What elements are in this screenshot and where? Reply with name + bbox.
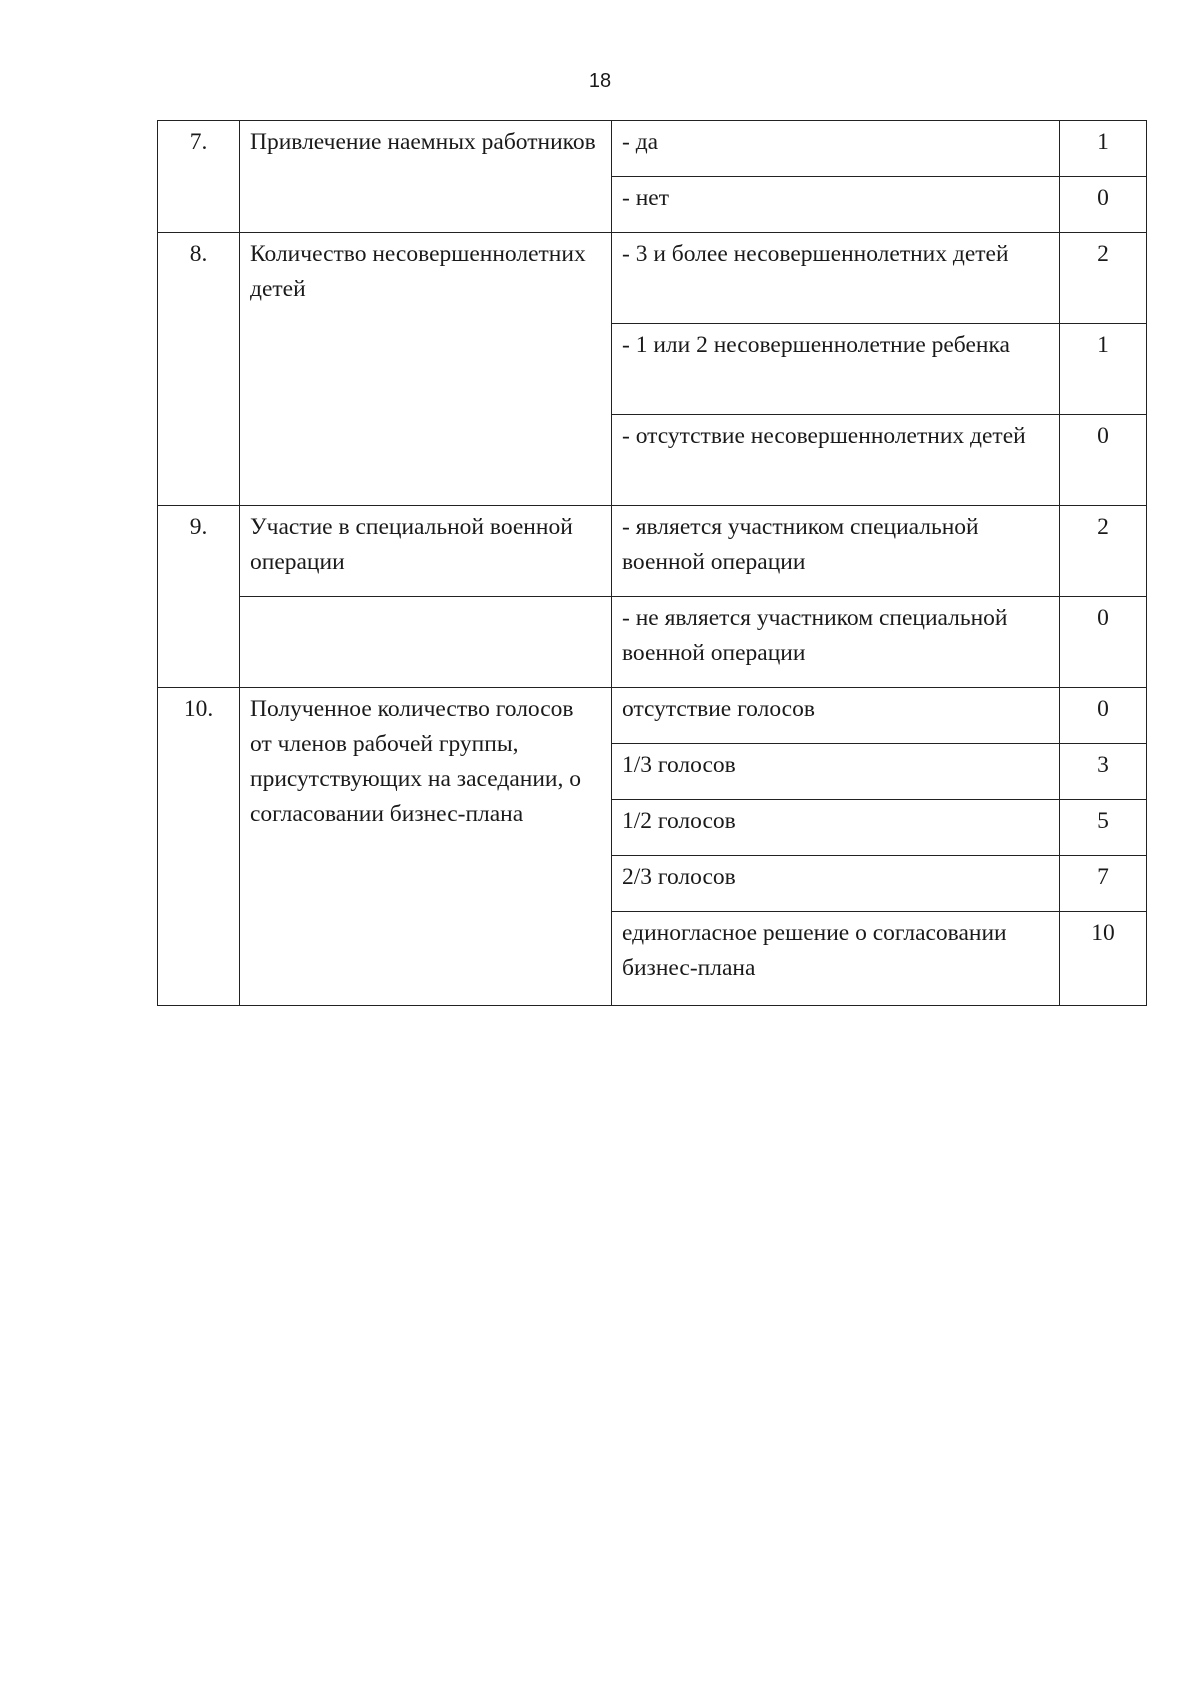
option-score: 0 <box>1060 177 1147 233</box>
option-text: - 3 и более несовершеннолетних детей <box>612 233 1060 324</box>
criterion-number: 8. <box>158 233 240 506</box>
option-text: - не является участником специальной военной операции <box>612 597 1060 688</box>
table-row <box>158 121 1147 177</box>
criterion-name: Привлечение наемных работников <box>240 121 612 233</box>
page-number: 18 <box>588 70 612 92</box>
option-text: 1/3 голосов <box>612 744 1060 800</box>
criterion-name: Количество несовершеннолетних детей <box>240 233 612 506</box>
option-score: 2 <box>1060 506 1147 597</box>
option-score: 1 <box>1060 121 1147 177</box>
option-score: 0 <box>1060 597 1147 688</box>
option-score: 0 <box>1060 688 1147 744</box>
option-text: единогласное решение о согласовании бизнес-плана <box>612 912 1060 1006</box>
criterion-number: 7. <box>158 121 240 233</box>
table-row <box>158 597 1147 688</box>
option-score: 3 <box>1060 744 1147 800</box>
criterion-name: Полученное количество голосов от членов рабочей группы, присутствующих на заседании, о согласовании бизнес-плана <box>240 688 612 1006</box>
option-text: - нет <box>612 177 1060 233</box>
table-row <box>158 233 1147 324</box>
option-score: 1 <box>1060 324 1147 415</box>
empty-cell <box>240 597 612 688</box>
table-row <box>158 688 1147 744</box>
option-text: отсутствие голосов <box>612 688 1060 744</box>
scoring-criteria-table <box>157 120 1147 1006</box>
option-score: 2 <box>1060 233 1147 324</box>
table-row <box>158 506 1147 597</box>
option-score: 10 <box>1060 912 1147 1006</box>
option-text: - да <box>612 121 1060 177</box>
option-text: - отсутствие несовершеннолетних детей <box>612 415 1060 506</box>
criterion-name: Участие в специальной военной операции <box>240 506 612 597</box>
option-text: - является участником специальной военной операции <box>612 506 1060 597</box>
option-score: 0 <box>1060 415 1147 506</box>
option-text: 2/3 голосов <box>612 856 1060 912</box>
option-text: - 1 или 2 несовершеннолетние ребенка <box>612 324 1060 415</box>
criterion-number: 10. <box>158 688 240 1006</box>
option-score: 5 <box>1060 800 1147 856</box>
option-score: 7 <box>1060 856 1147 912</box>
option-text: 1/2 голосов <box>612 800 1060 856</box>
criterion-number: 9. <box>158 506 240 688</box>
